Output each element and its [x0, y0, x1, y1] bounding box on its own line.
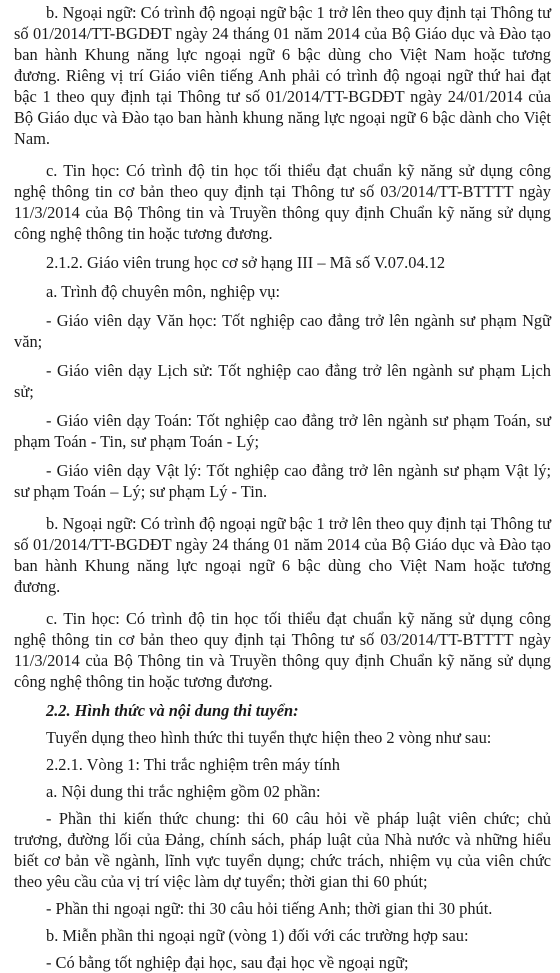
section-heading-2-2: 2.2. Hình thức và nội dung thi tuyển: — [46, 701, 299, 720]
list-item-math-teacher: - Giáo viên dạy Toán: Tốt nghiệp cao đẳng trở lên ngành sư phạm Toán, sư phạm Toán - Tin, sư phạm Toán - Lý; — [14, 411, 551, 451]
paragraph-exemption-heading: b. Miễn phần thi ngoại ngữ (vòng 1) đối với các trường hợp sau: — [46, 926, 469, 945]
list-item-history-teacher: - Giáo viên dạy Lịch sử: Tốt nghiệp cao đẳng trở lên ngành sư phạm Lịch sử; — [14, 361, 551, 401]
paragraph-foreign-language-1: b. Ngoại ngữ: Có trình độ ngoại ngữ bậc 1 trở lên theo quy định tại Thông tư số 01/2014/TT-BGDĐT ngày 24 tháng 01 năm 2014 của Bộ Giáo dục và Đào tạo ban hành Khung năng lực ngoại ngữ 6 bậc dùng cho Việt Nam hoặc tương đương. Riêng vị trí Giáo viên tiếng Anh phải có trình độ ngoại ngữ thứ hai đạt bậc 1 theo quy định tại Thông tư số 01/2014/TT-BGDĐT ngày 24/01/2014 của Bộ Giáo dục và Đào tạo ban hành khung năng lực ngoại ngữ 6 bậc dành cho Việt Nam. — [14, 3, 551, 148]
section-heading-2-1-2: 2.1.2. Giáo viên trung học cơ sở hạng III – Mã số V.07.04.12 — [46, 253, 446, 272]
list-item-foreign-language-test: - Phần thi ngoại ngữ: thi 30 câu hỏi tiếng Anh; thời gian thi 30 phút. — [46, 899, 493, 918]
paragraph-recruitment-form: Tuyển dụng theo hình thức thi tuyển thực hiện theo 2 vòng như sau: — [46, 728, 492, 747]
paragraph-foreign-language-2: b. Ngoại ngữ: Có trình độ ngoại ngữ bậc 1 trở lên theo quy định tại Thông tư số 01/2014/TT-BGDĐT ngày 24 tháng 01 năm 2014 của Bộ Giáo dục và Đào tạo ban hành Khung năng lực ngoại ngữ 6 bậc dùng cho Việt Nam hoặc tương đương. — [14, 514, 551, 596]
paragraph-qualification-heading: a. Trình độ chuyên môn, nghiệp vụ: — [46, 282, 281, 301]
list-item-exemption-degree: - Có bằng tốt nghiệp đại học, sau đại học về ngoại ngữ; — [46, 953, 409, 972]
section-heading-2-2-1: 2.2.1. Vòng 1: Thi trắc nghiệm trên máy tính — [46, 755, 340, 774]
list-item-general-knowledge: - Phần thi kiến thức chung: thi 60 câu hỏi về pháp luật viên chức; chủ trương, đường lối của Đảng, chính sách, pháp luật của Nhà nước và những hiểu biết cơ bản về ngành, lĩnh vực tuyển dụng; chức trách, nhiệm vụ của viên chức theo yêu cầu của vị trí việc làm dự tuyển; thời gian thi 60 phút; — [14, 809, 551, 891]
list-item-physics-teacher: - Giáo viên dạy Vật lý: Tốt nghiệp cao đẳng trở lên ngành sư phạm Vật lý; sư phạm Toán – Lý; sư phạm Lý - Tin. — [14, 461, 551, 501]
paragraph-test-content: a. Nội dung thi trắc nghiệm gồm 02 phần: — [46, 782, 321, 801]
list-item-literature-teacher: - Giáo viên dạy Văn học: Tốt nghiệp cao đẳng trở lên ngành sư phạm Ngữ văn; — [14, 311, 551, 351]
paragraph-informatics-1: c. Tin học: Có trình độ tin học tối thiểu đạt chuẩn kỹ năng sử dụng công nghệ thông tin cơ bản theo quy định tại Thông tư số 03/2014/TT-BTTTT ngày 11/3/2014 của Bộ Thông tin và Truyền thông quy định Chuẩn kỹ năng sử dụng công nghệ thông tin hoặc tương đương. — [14, 161, 551, 243]
paragraph-informatics-2: c. Tin học: Có trình độ tin học tối thiểu đạt chuẩn kỹ năng sử dụng công nghệ thông tin cơ bản theo quy định tại Thông tư số 03/2014/TT-BTTTT ngày 11/3/2014 của Bộ Thông tin và Truyền thông quy định Chuẩn kỹ năng sử dụng công nghệ thông tin hoặc tương đương. — [14, 609, 551, 691]
